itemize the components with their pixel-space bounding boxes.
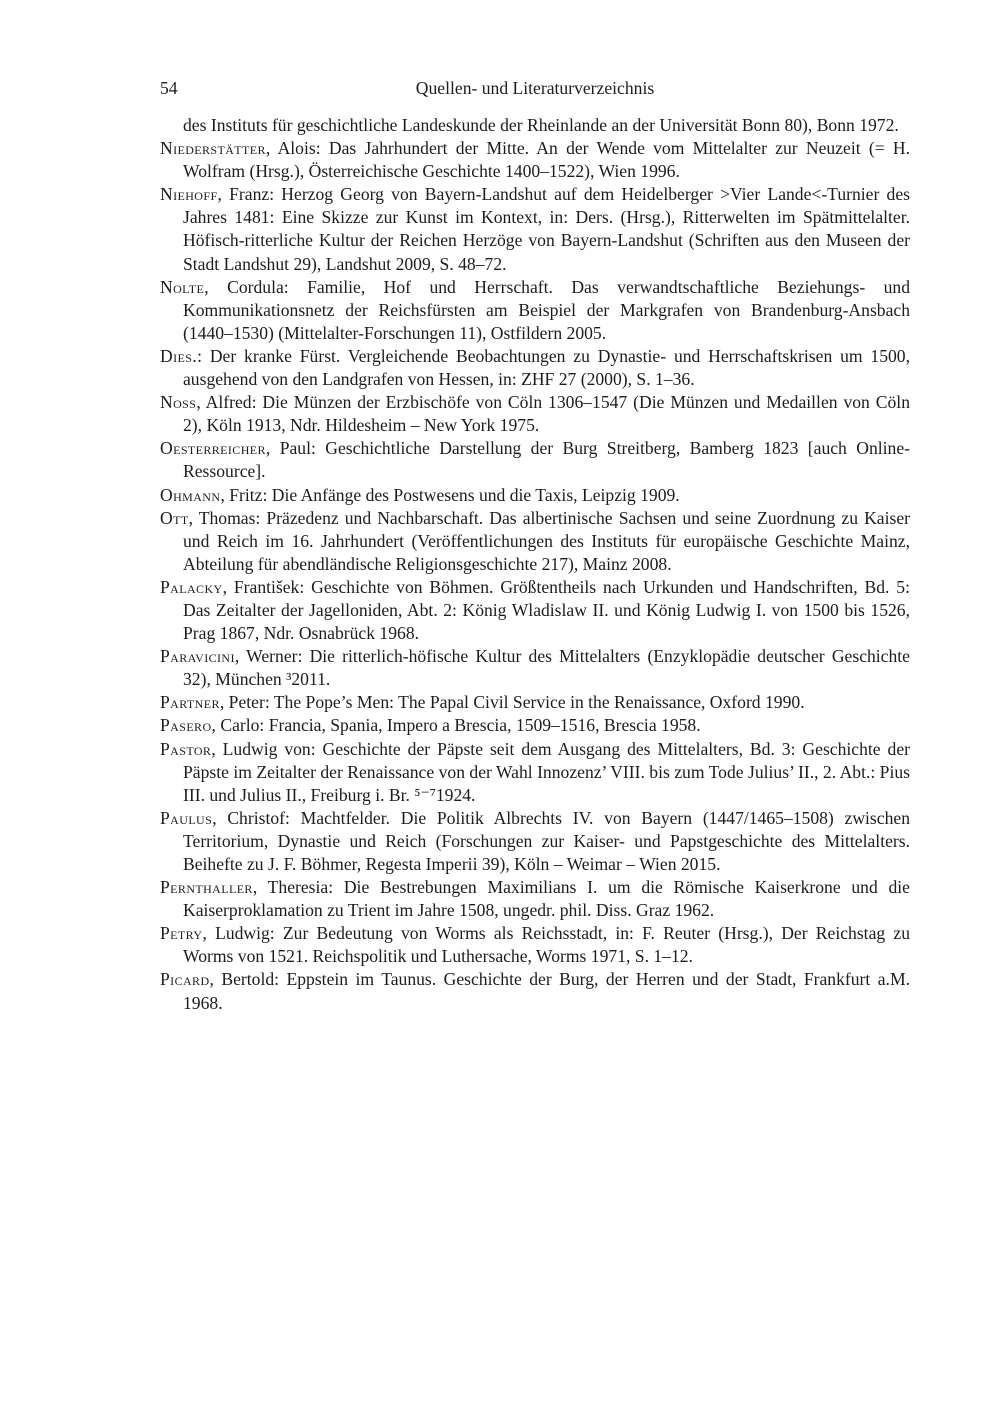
entry-text: , Werner: Die ritterlich-höfische Kultur des Mittelalters (Enzyklopädie deutscher Geschichte 32), München ³2011.	[183, 646, 910, 690]
entry-text: , Theresia: Die Bestrebungen Maximilians I. um die Römische Kaiserkrone und die Kaiserproklamation zu Trient im Jahre 1508, ungedr. phil. Diss. Graz 1962.	[183, 877, 910, 921]
entry-author: Picard	[160, 969, 210, 990]
bibliography	[160, 114, 910, 1015]
page-number: 54	[160, 78, 178, 98]
bibliography-entry	[160, 922, 910, 968]
entry-author: Pasero	[160, 715, 212, 736]
entry-author: Palacky	[160, 576, 223, 597]
bibliography-entry	[160, 484, 910, 507]
bibliography-entry	[160, 345, 910, 391]
entry-text: des Instituts für geschichtliche Landeskunde der Rheinlande an der Universität Bonn 80), Bonn 1972.	[183, 115, 899, 135]
entry-text: , Cordula: Familie, Hof und Herrschaft. Das verwandtschaftliche Beziehungs- und Kommunikationsnetz der Reichsfürsten am Beispiel der Markgrafen von Brandenburg-Ansbach (1440–1530) (Mittelalter-Forschungen 11), Ostfildern 2005.	[183, 276, 910, 343]
entry-text: , Ludwig: Zur Bedeutung von Worms als Reichsstadt, in: F. Reuter (Hrsg.), Der Reichstag zu Worms von 1521. Reichspolitik und Luthersache, Worms 1971, S. 1–12.	[183, 923, 910, 967]
entry-text: , Franz: Herzog Georg von Bayern-Landshut auf dem Heidelberger >Vier Lande<-Turnier des Jahres 1481: Eine Skizze zur Kunst im Kontext, in: Ders. (Hrsg.), Ritterwelten im Spätmittelalter. Höfisch-ritterliche Kultur der Reichen Herzöge von Bayern-Landshut (Schriften aus den Museen der Stadt Landshut 29), Landshut 2009, S. 48–72.	[183, 184, 910, 274]
entry-text: , Bertold: Eppstein im Taunus. Geschichte der Burg, der Herren und der Stadt, Frankfurt a.M. 1968.	[183, 969, 910, 1013]
entry-author: Petry	[160, 923, 203, 944]
bibliography-entry	[160, 437, 910, 483]
entry-author: Nolte	[160, 276, 205, 297]
bibliography-entry-continuation	[160, 114, 910, 137]
entry-author: Noss	[160, 392, 197, 413]
bibliography-entry	[160, 576, 910, 645]
entry-author: Pastor	[160, 738, 212, 759]
bibliography-entry	[160, 691, 910, 714]
entry-text: , Peter: The Pope’s Men: The Papal Civil Service in the Renaissance, Oxford 1990.	[219, 692, 805, 713]
entry-text: , Alois: Das Jahrhundert der Mitte. An der Wende vom Mittelalter zur Neuzeit (= H. Wolfram (Hrsg.), Österreichische Geschichte 1400–1522), Wien 1996.	[183, 138, 910, 182]
entry-text: , Fritz: Die Anfänge des Postwesens und die Taxis, Leipzig 1909.	[220, 484, 680, 505]
running-title: Quellen- und Literaturverzeichnis	[415, 78, 655, 98]
entry-author: Pernthaller	[160, 877, 253, 898]
entry-author: Ott	[160, 507, 189, 528]
entry-text: , Ludwig von: Geschichte der Päpste seit dem Ausgang des Mittelalters, Bd. 3: Geschichte der Päpste im Zeitalter der Renaissance von der Wahl Innozenz’ VIII. bis zum Tode Julius’ II., 2. Abt.: Pius III. und Julius II., Freiburg i. Br. ⁵⁻⁷1924.	[183, 738, 910, 805]
bibliography-entry	[160, 876, 910, 922]
bibliography-entry	[160, 507, 910, 576]
bibliography-entry	[160, 137, 910, 183]
bibliography-entry	[160, 968, 910, 1014]
entry-author: Dies.	[160, 345, 198, 366]
entry-author: Ohmann	[160, 484, 221, 505]
page-header	[160, 76, 910, 100]
entry-author: Paulus	[160, 807, 213, 828]
entry-text: , Christof: Machtfelder. Die Politik Albrechts IV. von Bayern (1447/1465–1508) zwischen Territorium, Dynastie und Reich (Forschungen zur Kaiser- und Papstgeschichte des Mittelalters. Beihefte zu J. F. Böhmer, Regesta Imperii 39), Köln – Weimar – Wien 2015.	[183, 807, 910, 874]
entry-author: Niehoff	[160, 184, 218, 205]
bibliography-entry	[160, 276, 910, 345]
entry-text: : Der kranke Fürst. Vergleichende Beobachtungen zu Dynastie- und Herrschaftskrisen um 1500, ausgehend von den Landgrafen von Hessen, in: ZHF 27 (2000), S. 1–36.	[183, 345, 910, 390]
bibliography-entry	[160, 391, 910, 437]
bibliography-entry	[160, 738, 910, 807]
entry-text: , Alfred: Die Münzen der Erzbischöfe von Cöln 1306–1547 (Die Münzen und Medaillen von Cöln 2), Köln 1913, Ndr. Hildesheim – New York 1975.	[183, 392, 910, 436]
entry-text: , Thomas: Präzedenz und Nachbarschaft. Das albertinische Sachsen und seine Zuordnung zu Kaiser und Reich im 16. Jahrhundert (Veröffentlichungen des Instituts für europäische Geschichte Mainz, Abteilung für abendländische Religionsgeschichte 217), Mainz 2008.	[183, 507, 910, 574]
bibliography-entry	[160, 645, 910, 691]
entry-text: , Paul: Geschichtliche Darstellung der Burg Streitberg, Bamberg 1823 [auch Online-Ressource].	[183, 438, 910, 482]
entry-author: Oesterreicher	[160, 438, 266, 459]
bibliography-entry	[160, 183, 910, 275]
entry-author: Paravicini	[160, 646, 235, 667]
entry-text: , Carlo: Francia, Spania, Impero a Brescia, 1509–1516, Brescia 1958.	[211, 715, 701, 736]
bibliography-entry	[160, 807, 910, 876]
entry-text: , František: Geschichte von Böhmen. Größtentheils nach Urkunden und Handschriften, Bd. 5: Das Zeitalter der Jagelloniden, Abt. 2: König Wladislaw II. und König Ludwig I. von 1500 bis 1526, Prag 1867, Ndr. Osnabrück 1968.	[183, 576, 910, 644]
entry-author: Niederstätter	[160, 138, 266, 159]
entry-author: Partner	[160, 692, 220, 713]
bibliography-entry	[160, 714, 910, 737]
